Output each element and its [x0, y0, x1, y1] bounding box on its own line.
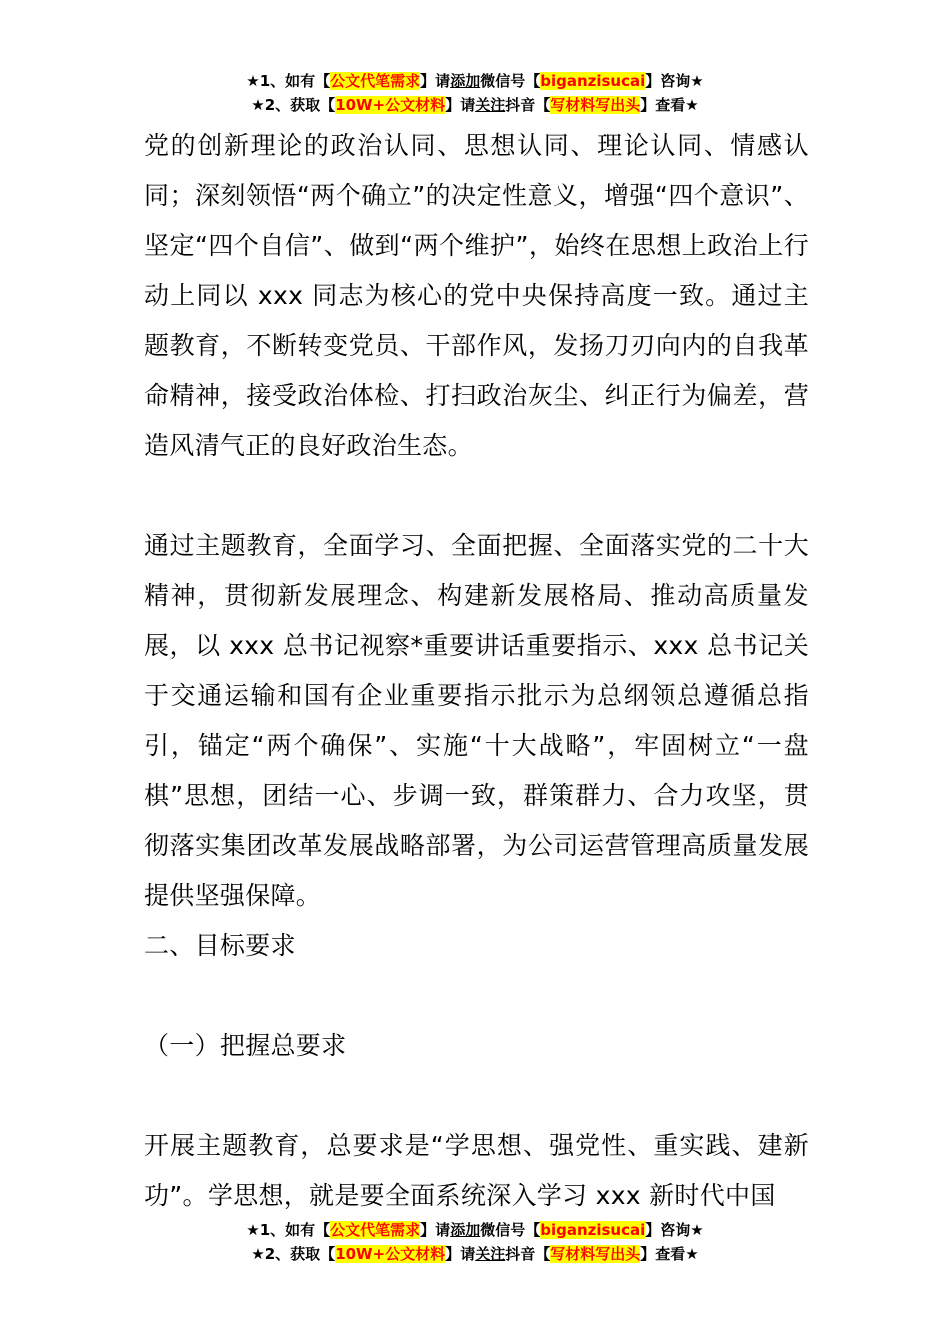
- subsection-heading: （一）把握总要求: [144, 1031, 347, 1060]
- paragraph: 党的创新理论的政治认同、思想认同、理论认同、情感认同；深刻领悟“两个确立”的决定性意义，增强“四个意识”、坚定“四个自信”、做到“两个维护”，始终在思想上政治上行动上同以 xxx 同志为核心的党中央保持高度一致。通过主题教育，不断转变党员、干部作风，发扬刀刃向内的自我革命精神，接受政治体检、打扫政治灰尘、纠正行为偏差，营造风清气正的良好政治生态。: [144, 131, 809, 460]
- promo-text: 微信号【: [480, 1221, 541, 1239]
- promo-underlined-text: 添加: [450, 72, 481, 90]
- promo-highlight-douyin-account: 写材料写出头: [550, 96, 641, 114]
- promo-highlight-materials: 10W+公文材料: [335, 1245, 446, 1263]
- paragraph: 通过主题教育，全面学习、全面把握、全面落实党的二十大精神，贯彻新发展理念、构建新发展格局、推动高质量发展，以 xxx 总书记视察*重要讲话重要指示、xxx 总书记关于交通运输和国有企业重要指示批示为总纲领总遵循总指引，锚定“两个确保”、实施“十大战略”，牢固树立“一盘棋”思想，团结一心、步调一致，群策群力、合力攻坚，贯彻落实集团改革发展战略部署，为公司运营管理高质量发展提供坚强保障。: [144, 531, 809, 910]
- promo-text: 抖音【: [505, 1245, 551, 1263]
- promo-highlight-service: 公文代笔需求: [330, 72, 421, 90]
- promo-highlight-service: 公文代笔需求: [330, 1221, 421, 1239]
- promo-text: ★1、如有【: [246, 1221, 331, 1239]
- promo-underlined-text: 关注: [475, 1245, 506, 1263]
- paragraph: 开展主题教育，总要求是“学思想、强党性、重实践、建新功”。学思想，就是要全面系统深入学习 xxx 新时代中国: [144, 1131, 809, 1210]
- document-body: [144, 121, 809, 1221]
- promo-text: ★2、获取【: [251, 96, 336, 114]
- promo-text: 抖音【: [505, 96, 551, 114]
- promo-highlight-douyin-account: 写材料写出头: [550, 1245, 641, 1263]
- promo-underlined-text: 添加: [450, 1221, 481, 1239]
- footer-promo-line-1: [0, 1219, 950, 1241]
- promo-text: 】请: [420, 72, 451, 90]
- promo-text: 微信号【: [480, 72, 541, 90]
- promo-text: ★2、获取【: [251, 1245, 336, 1263]
- header-promo-line-1: [0, 70, 950, 92]
- paragraph-spacer: [144, 971, 809, 1021]
- footer-promo-line-2: [0, 1243, 950, 1265]
- paragraph-spacer: [144, 471, 809, 521]
- header-promo-line-2: [0, 94, 950, 116]
- promo-text: 】请: [445, 96, 476, 114]
- section-heading: 二、目标要求: [144, 931, 296, 960]
- promo-text: 】咨询★: [645, 1221, 704, 1239]
- promo-highlight-wechat-id: biganzisucai: [540, 1221, 646, 1239]
- promo-text: 】请: [420, 1221, 451, 1239]
- promo-text: ★1、如有【: [246, 72, 331, 90]
- promo-text: 】查看★: [640, 1245, 699, 1263]
- promo-text: 】咨询★: [645, 72, 704, 90]
- promo-text: 】查看★: [640, 96, 699, 114]
- promo-highlight-materials: 10W+公文材料: [335, 96, 446, 114]
- promo-text: 】请: [445, 1245, 476, 1263]
- promo-underlined-text: 关注: [475, 96, 506, 114]
- promo-highlight-wechat-id: biganzisucai: [540, 72, 646, 90]
- paragraph-spacer: [144, 1071, 809, 1121]
